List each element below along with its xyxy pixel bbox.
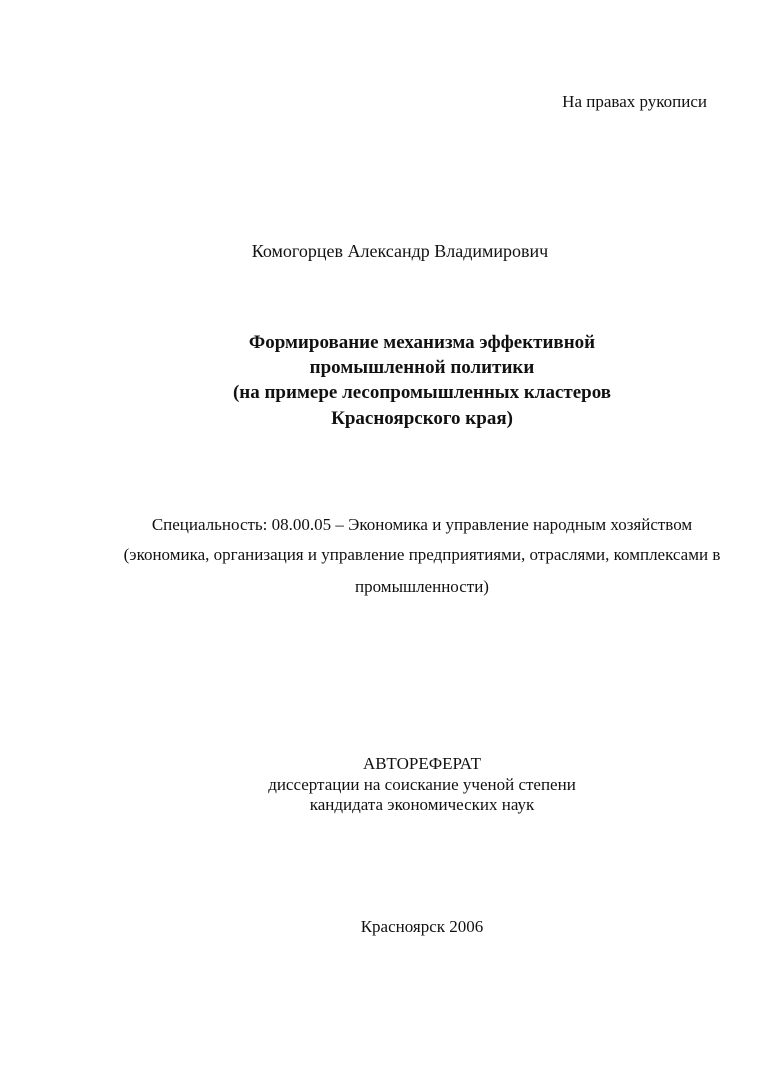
document-type-line: кандидата экономических наук: [309, 795, 535, 814]
document-type-line: диссертации на соискание ученой степени: [268, 775, 576, 794]
title-line: Красноярского края): [331, 408, 513, 429]
specialty-line: (экономика, организация и управление предприятиями, отраслями, комплексами в: [123, 545, 721, 564]
title-line: промышленной политики: [309, 357, 535, 378]
place-and-year: Красноярск 2006: [360, 917, 484, 936]
specialty-line: промышленности): [355, 577, 489, 596]
document-type-heading: АВТОРЕФЕРАТ: [363, 754, 481, 773]
title-line: Формирование механизма эффективной: [248, 332, 596, 353]
specialty-line: Специальность: 08.00.05 – Экономика и управление народным хозяйством: [151, 515, 693, 534]
title-line: (на примере лесопромышленных кластеров: [232, 382, 612, 403]
author-name: Комогорцев Александр Владимирович: [251, 241, 549, 261]
manuscript-rights-note: На правах рукописи: [562, 92, 707, 111]
